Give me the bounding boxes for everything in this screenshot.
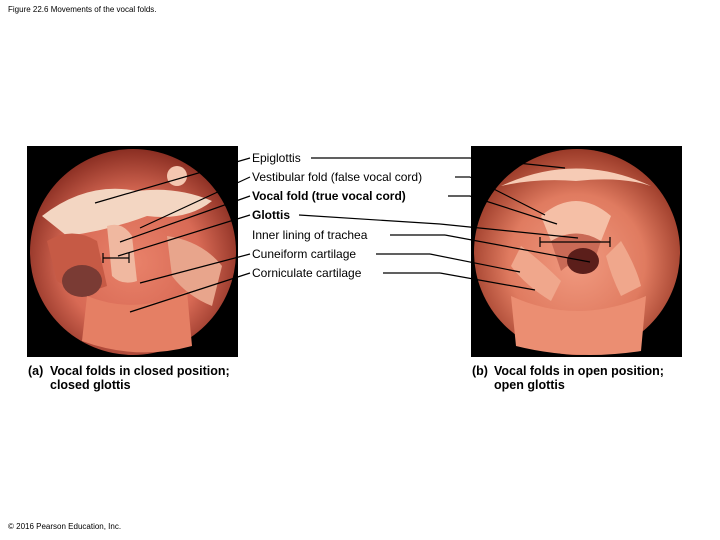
caption-a-line2: closed glottis (50, 378, 131, 392)
caption-a-letter: (a) (28, 364, 44, 378)
figure-title: Figure 22.6 Movements of the vocal folds. (8, 5, 157, 14)
caption-b-line1: Vocal folds in open position; (494, 364, 664, 378)
label-corniculate-cartilage: Corniculate cartilage (252, 266, 362, 280)
label-glottis: Glottis (252, 208, 290, 222)
caption-a (28, 364, 288, 392)
label-epiglottis: Epiglottis (252, 151, 301, 165)
caption-b (472, 364, 712, 392)
label-vocal-fold: Vocal fold (true vocal cord) (252, 189, 406, 203)
caption-b-letter: (b) (472, 364, 488, 378)
label-vestibular-fold: Vestibular fold (false vocal cord) (252, 170, 423, 184)
label-cuneiform-cartilage: Cuneiform cartilage (252, 247, 357, 261)
label-inner-lining-trachea: Inner lining of trachea (252, 228, 368, 242)
copyright-notice: © 2016 Pearson Education, Inc. (8, 522, 122, 531)
caption-a-line1: Vocal folds in closed position; (50, 364, 230, 378)
caption-b-line2: open glottis (494, 378, 565, 392)
